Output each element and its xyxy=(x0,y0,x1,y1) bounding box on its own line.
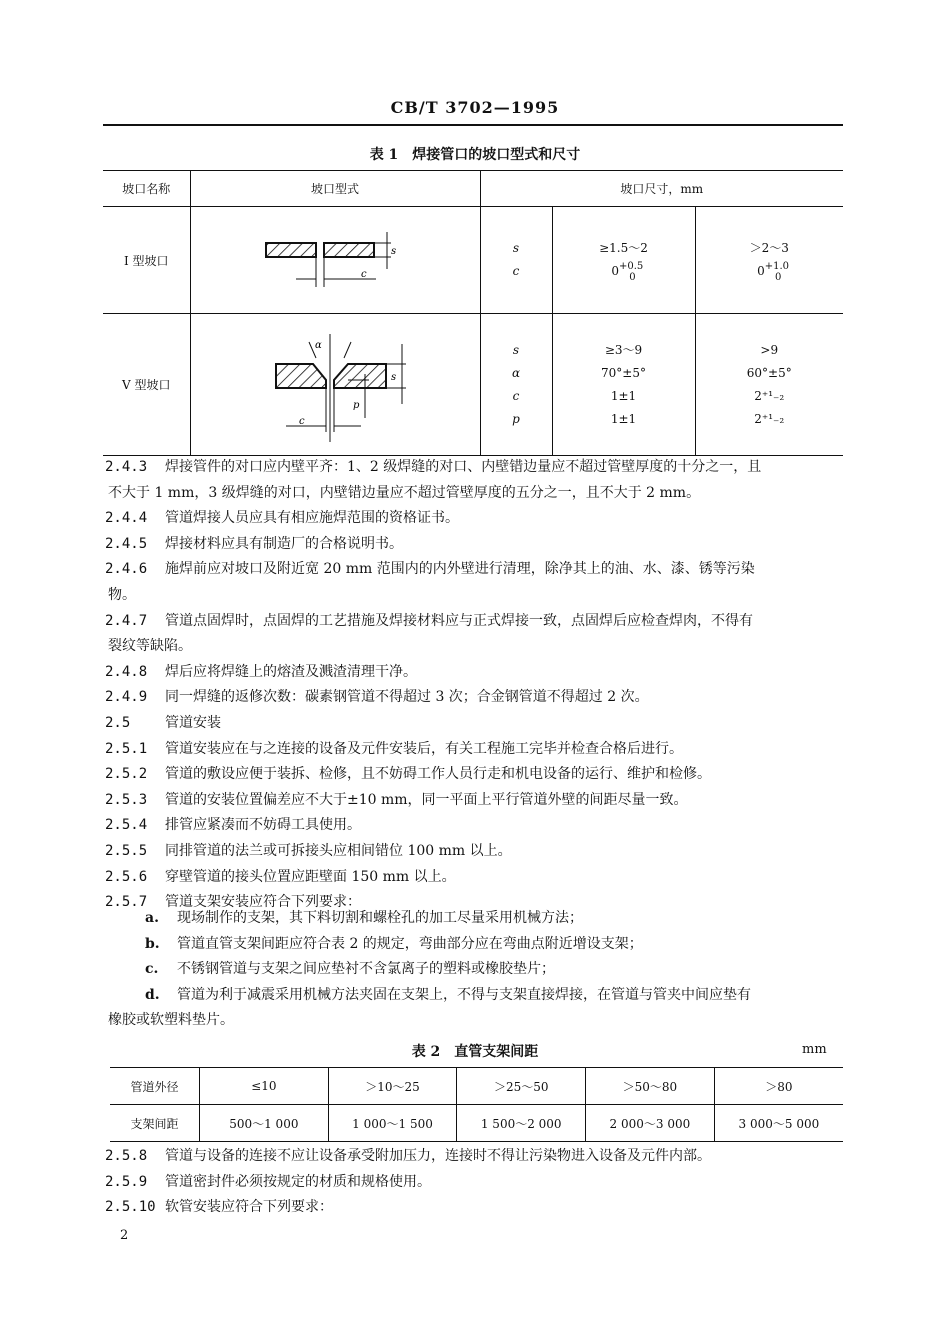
i-s-b: ＞2～3 xyxy=(749,240,789,255)
sym-s-v: s xyxy=(512,342,520,357)
paragraph-text: 不大于 1 mm，3 级焊缝的对口，内壁错边量应不超过管壁厚度的五分之一，且不大于 2 mm。 xyxy=(108,484,701,501)
paragraph-text: 管道为利于减震采用机械方法夹固在支架上，不得与支架直接焊接，在管道与管夹中间应垫有 xyxy=(177,986,751,1003)
sym-p-v: p xyxy=(512,411,520,426)
i-groove-col-a xyxy=(552,207,695,314)
dim-alpha-label: α xyxy=(314,340,322,351)
v-p-a: 1±1 xyxy=(610,411,637,426)
clause-number: 2.4.3 xyxy=(105,459,148,475)
paragraph-continuation xyxy=(108,1010,848,1030)
paragraph xyxy=(105,764,845,784)
table2-caption: 表 2 直管支架间距 xyxy=(411,1044,539,1060)
paragraph xyxy=(105,739,845,759)
col-header-name: 坡口名称 xyxy=(103,171,190,207)
sym-s: s xyxy=(512,241,520,255)
paragraph-text: 不锈钢管道与支架之间应垫衬不含氯离子的塑料或橡胶垫片； xyxy=(177,961,555,978)
paragraph xyxy=(105,790,845,810)
dim-s-label: s xyxy=(390,246,396,257)
paragraph-continuation xyxy=(108,585,848,605)
paragraph xyxy=(105,713,845,733)
paragraph-text: 焊后应将焊缝上的熔渣及溅渣清理干净。 xyxy=(165,663,417,680)
clause-number: 2.5.7 xyxy=(105,894,148,911)
i-c-a: $0^{+0.5}_0$ xyxy=(611,260,644,283)
clause-number: 2.5.5 xyxy=(105,843,148,859)
i-s-a: ≥1.5～2 xyxy=(599,240,648,255)
col-header-form: 坡口型式 xyxy=(190,171,480,207)
clause-number: 2.5.3 xyxy=(105,791,148,808)
t2-r1-c2: ＞10～25 xyxy=(328,1068,457,1105)
paragraph xyxy=(105,687,845,707)
clause-number: 2.5.9 xyxy=(105,1173,148,1190)
clause-number: 2.5.1 xyxy=(105,740,148,757)
page-number: 2 xyxy=(120,1228,129,1243)
paragraph xyxy=(105,815,845,835)
dim-c-label: c xyxy=(360,269,367,280)
t2-r1-c5: ＞80 xyxy=(714,1068,843,1105)
sym-alpha-v: α xyxy=(511,365,521,380)
paragraph-text: 同一焊缝的返修次数：碳素钢管道不得超过 3 次；合金钢管道不得超过 2 次。 xyxy=(165,689,649,706)
support-spacing-table xyxy=(110,1067,843,1142)
v-s-b: >9 xyxy=(760,342,779,357)
clause-number: 2.4.9 xyxy=(105,689,148,706)
clause-number: 2.4.5 xyxy=(105,535,148,552)
i-c-b: $0^{+1.0}_0$ xyxy=(757,260,790,283)
t2-r2-c0: 支架间距 xyxy=(110,1105,200,1142)
paragraph-text: 同排管道的法兰或可拆接头应相间错位 100 mm 以上。 xyxy=(165,843,512,859)
paragraph xyxy=(105,662,845,682)
right-v-plate xyxy=(334,364,386,388)
list-mark: c. xyxy=(145,961,159,978)
paragraph-text: 现场制作的支架，其下料切割和螺栓孔的加工尽量采用机械方法； xyxy=(177,910,583,926)
i-groove-symbols xyxy=(480,207,552,314)
paragraph-text: 管道直管支架间距应符合表 2 的规定，弯曲部分应在弯曲点附近增设支架； xyxy=(177,935,643,952)
paragraph-text: 管道的敷设应便于装拆、检修，且不妨碍工作人员行走和机电设备的运行、维护和检修。 xyxy=(165,766,711,783)
v-c-b: 2⁺¹₋₂ xyxy=(754,388,785,403)
list-item xyxy=(145,934,885,954)
clause-number: 2.4.8 xyxy=(105,663,148,680)
left-v-plate xyxy=(276,364,326,388)
paragraph xyxy=(105,457,845,477)
paragraph-continuation xyxy=(108,483,848,503)
t2-r2-c1: 500～1 000 xyxy=(200,1105,329,1142)
t2-r1-c1: ≤10 xyxy=(200,1068,329,1105)
paragraph xyxy=(105,867,845,887)
clause-number: 2.4.7 xyxy=(105,612,148,629)
i-groove-col-b xyxy=(695,207,843,314)
paragraph xyxy=(105,1172,845,1192)
paragraph-text: 焊接管件的对口应内壁平齐：1、2 级焊缝的对口、内壁错边量应不超过管壁厚度的十分之一，且 xyxy=(165,459,762,475)
paragraph-text: 裂纹等缺陷。 xyxy=(108,638,192,655)
paragraph-text: 排管应紧凑而不妨碍工具使用。 xyxy=(165,817,361,834)
list-item xyxy=(145,985,885,1005)
list-item xyxy=(145,908,885,928)
table2-unit: mm xyxy=(802,1042,827,1057)
paragraph-text: 管道安装 xyxy=(165,715,221,731)
v-c-a: 1±1 xyxy=(610,388,637,403)
v-p-b: 2⁺¹₋₂ xyxy=(754,411,785,426)
list-mark: b. xyxy=(145,935,160,952)
clause-number: 2.5.10 xyxy=(105,1199,156,1216)
clause-number: 2.5.2 xyxy=(105,766,148,783)
t2-r2-c4: 2 000～3 000 xyxy=(586,1105,715,1142)
clause-number: 2.5 xyxy=(105,715,131,731)
i-groove-diagram xyxy=(191,207,481,310)
paragraph-text: 焊接材料应具有制造厂的合格说明书。 xyxy=(165,535,403,552)
clause-number: 2.4.4 xyxy=(105,510,148,527)
paragraph-text: 物。 xyxy=(108,587,136,603)
v-alpha-a: 70°±5° xyxy=(601,365,646,380)
dim-p-label: p xyxy=(352,400,359,411)
col-header-size: 坡口尺寸，mm xyxy=(480,171,843,207)
paragraph xyxy=(105,1146,845,1166)
paragraph-text: 软管安装应符合下列要求： xyxy=(165,1199,333,1216)
paragraph-text: 管道安装应在与之连接的设备及元件安装后，有关工程施工完毕并检查合格后进行。 xyxy=(165,740,683,757)
paragraph-text: 管道支架安装应符合下列要求： xyxy=(165,894,361,911)
list-mark: a. xyxy=(145,910,159,926)
left-plate xyxy=(266,243,316,257)
paragraph-text: 管道的安装位置偏差应不大于±10 mm，同一平面上平行管道外壁的间距尽量一致。 xyxy=(165,791,688,808)
groove-table xyxy=(103,170,843,456)
paragraph-text: 橡胶或软塑料垫片。 xyxy=(108,1012,234,1029)
paragraph xyxy=(105,1197,845,1217)
dim-c2-label: c xyxy=(298,416,305,427)
sym-c: c xyxy=(512,264,520,278)
paragraph xyxy=(105,508,845,528)
clause-number: 2.5.6 xyxy=(105,868,148,885)
sym-c-v: c xyxy=(512,388,520,403)
groove-name-v: V 型坡口 xyxy=(103,314,190,456)
paragraph-text: 管道与设备的连接不应让设备承受附加压力，连接时不得让污染物进入设备及元件内部。 xyxy=(165,1148,711,1164)
standard-header: CB/T 3702—1995 xyxy=(390,98,560,117)
v-groove-col-a xyxy=(552,314,695,456)
paragraph-text: 管道焊接人员应具有相应施焊范围的资格证书。 xyxy=(165,510,459,527)
paragraph-continuation xyxy=(108,636,848,656)
paragraph-text: 管道密封件必须按规定的材质和规格使用。 xyxy=(165,1173,431,1190)
t2-r1-c3: ＞25～50 xyxy=(457,1068,586,1105)
clause-number: 2.5.8 xyxy=(105,1148,148,1164)
table1-caption: 表 1 焊接管口的坡口型式和尺寸 xyxy=(369,147,581,163)
dim-s2-label: s xyxy=(390,372,396,383)
paragraph xyxy=(105,559,845,579)
v-alpha-b: 60°±5° xyxy=(746,365,792,380)
v-s-a: ≥3～9 xyxy=(604,342,643,357)
i-groove-diagram-cell xyxy=(190,207,480,314)
v-groove-symbols xyxy=(480,314,552,456)
t2-r2-c5: 3 000～5 000 xyxy=(714,1105,843,1142)
paragraph-text: 施焊前应对坡口及附近宽 20 mm 范围内的内外壁进行清理，除净其上的油、水、漆、锈等污染 xyxy=(165,561,755,578)
right-plate xyxy=(324,243,374,257)
paragraph xyxy=(105,841,845,861)
groove-name-i: I 型坡口 xyxy=(103,207,190,314)
t2-r1-c0: 管道外径 xyxy=(110,1068,200,1105)
t2-r2-c3: 1 500～2 000 xyxy=(457,1105,586,1142)
header-rule xyxy=(103,124,843,126)
t2-r2-c2: 1 000～1 500 xyxy=(328,1105,457,1142)
t2-r1-c4: ＞50～80 xyxy=(586,1068,715,1105)
list-mark: d. xyxy=(145,986,160,1003)
v-groove-diagram xyxy=(191,314,481,452)
list-item xyxy=(145,959,885,979)
paragraph xyxy=(105,611,845,631)
paragraph-text: 穿壁管道的接头位置应距壁面 150 mm 以上。 xyxy=(165,868,456,885)
paragraph xyxy=(105,534,845,554)
clause-number: 2.4.6 xyxy=(105,561,148,578)
v-groove-col-b xyxy=(695,314,843,456)
clause-number: 2.5.4 xyxy=(105,817,148,834)
v-groove-diagram-cell xyxy=(190,314,480,456)
paragraph-text: 管道点固焊时，点固焊的工艺措施及焊接材料应与正式焊接一致，点固焊后应检查焊肉，不得有 xyxy=(165,612,753,629)
